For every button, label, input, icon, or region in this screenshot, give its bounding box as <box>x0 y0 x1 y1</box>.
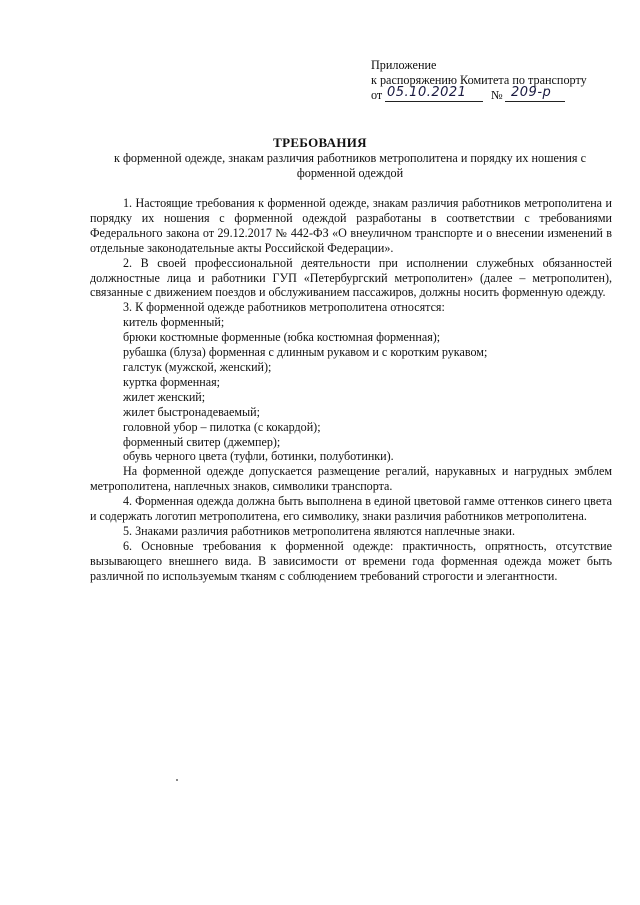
number-underline <box>505 101 565 102</box>
appendix-date-number-line <box>371 85 621 104</box>
list-item: головной убор – пилотка (с кокардой); <box>123 419 321 434</box>
document-body <box>90 196 612 584</box>
list-item: куртка форменная; <box>123 374 221 389</box>
list-item: обувь черного цвета (туфли, ботинки, полуботинки). <box>123 449 394 464</box>
scan-mark <box>176 779 178 781</box>
document-title: ТРЕБОВАНИЯ <box>273 135 367 150</box>
date-prefix: от <box>371 88 383 102</box>
paragraph-6: 6. Основные требования к форменной одежде: практичность, опрятность, отсутствие вызывающего внешнего вида. В зависимости от времени года форменная одежда может быть различной по используемым тканям с соблюдением требований строгости и элегантности. <box>90 538 612 583</box>
list-item: брюки костюмные форменные (юбка костюмная форменная); <box>123 330 441 345</box>
paragraph-regalia: На форменной одежде допускается размещение регалий, нарукавных и нагрудных эмблем метрополитена, наплечных знаков, символики транспорта. <box>90 464 612 494</box>
paragraph-2: 2. В своей профессиональной деятельности при исполнении служебных обязанностей должностные лица и работники ГУП «Петербургский метрополитен» (далее – метрополитен), связанные с движением поездов и обслуживанием пассажиров, должны носить форменную одежду. <box>90 255 612 300</box>
list-item: форменный свитер (джемпер); <box>123 434 281 449</box>
paragraph-1: 1. Настоящие требования к форменной одежде, знакам различия работников метрополитена и порядку их ношения с форменной одеждой разработаны в соответствии с требованиями Федерального закона от 29.12.2017 № 442-ФЗ «О внеуличном транспорте и о внесении изменений в отдельные законодательные акты Российской Федерации». <box>90 196 612 255</box>
list-item: китель форменный; <box>123 315 225 330</box>
paragraph-5: 5. Знаками различия работников метрополитена являются наплечные знаки. <box>123 523 515 538</box>
list-item: жилет быстронадеваемый; <box>123 404 260 419</box>
list-item: рубашка (блуза) форменная с длинным рукавом и с коротким рукавом; <box>123 345 488 360</box>
number-prefix: № <box>491 88 503 102</box>
paragraph-3: 3. К форменной одежде работников метрополитена относятся: <box>123 300 445 315</box>
date-underline <box>385 101 483 102</box>
paragraph-4: 4. Форменная одежда должна быть выполнена в единой цветовой гамме оттенков синего цвета и содержать логотип метрополитена, его символику, знаки различия работников метрополитена. <box>90 494 612 524</box>
list-item: жилет женский; <box>123 389 206 404</box>
document-subtitle: к форменной одежде, знакам различия работников метрополитена и порядку их ношения с форменной одеждой <box>114 151 586 180</box>
appendix-block <box>371 58 621 104</box>
handwritten-number: 209-р <box>511 85 552 100</box>
list-item: галстук (мужской, женский); <box>123 359 272 374</box>
appendix-label: Приложение <box>371 58 437 72</box>
appendix-order-reference: к распоряжению Комитета по транспорту <box>371 73 587 87</box>
handwritten-date: 05.10.2021 <box>387 85 467 100</box>
